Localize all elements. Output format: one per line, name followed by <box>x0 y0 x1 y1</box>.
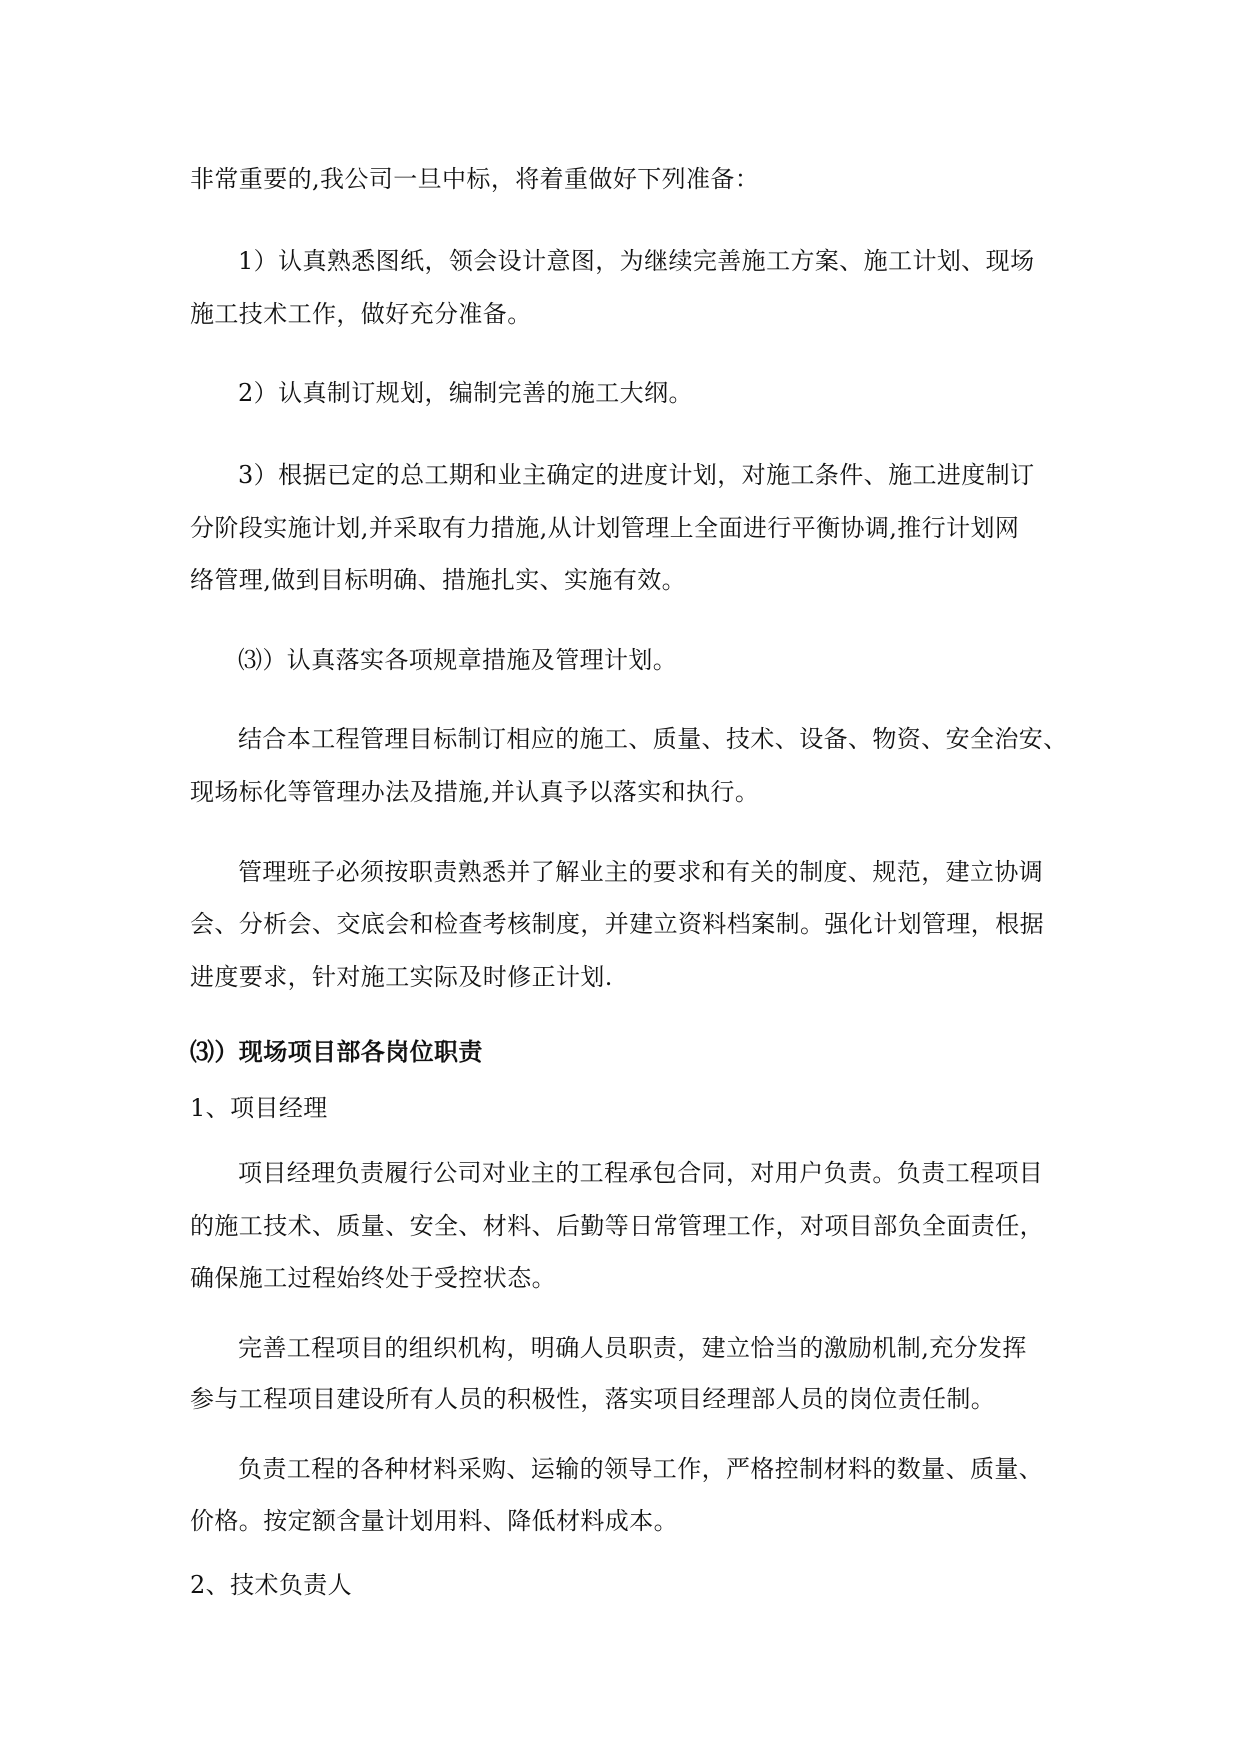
paragraph-line: 项目经理负责履行公司对业主的工程承包合同，对用户负责。负责工程项目 <box>238 1159 1044 1187</box>
section-heading: ⑶）现场项目部各岗位职责 <box>190 1037 483 1066</box>
paragraph-line: 的施工技术、质量、安全、材料、后勤等日常管理工作，对项目部负全面责任， <box>190 1212 1044 1240</box>
paragraph-line: 参与工程项目建设所有人员的积极性，落实项目经理部人员的岗位责任制。 <box>190 1385 996 1413</box>
paragraph-line: 确保施工过程始终处于受控状态。 <box>190 1264 556 1292</box>
paragraph-line: 2）认真制订规划，编制完善的施工大纲。 <box>238 379 693 407</box>
paragraph-line: 会、分析会、交底会和检查考核制度，并建立资料档案制。强化计划管理，根据 <box>190 910 1044 938</box>
paragraph-line: 现场标化等管理办法及措施,并认真予以落实和执行。 <box>190 778 760 806</box>
paragraph-line: 3）根据已定的总工期和业主确定的进度计划，对施工条件、施工进度制订 <box>238 461 1035 489</box>
paragraph-line: 非常重要的,我公司一旦中标，将着重做好下列准备： <box>190 165 760 193</box>
paragraph-line: 完善工程项目的组织机构，明确人员职责，建立恰当的激励机制,充分发挥 <box>238 1334 1027 1362</box>
subsection-heading: 2、技术负责人 <box>190 1571 353 1599</box>
paragraph-line: 1）认真熟悉图纸，领会设计意图，为继续完善施工方案、施工计划、现场 <box>238 247 1035 275</box>
paragraph-line: 进度要求，针对施工实际及时修正计划. <box>190 963 613 991</box>
paragraph-line: 施工技术工作，做好充分准备。 <box>190 300 532 328</box>
paragraph-line: 管理班子必须按职责熟悉并了解业主的要求和有关的制度、规范，建立协调 <box>238 858 1044 886</box>
paragraph-line: 分阶段实施计划,并采取有力措施,从计划管理上全面进行平衡协调,推行计划网 <box>190 514 1020 542</box>
paragraph-line: 结合本工程管理目标制订相应的施工、质量、技术、设备、物资、安全治安、 <box>238 725 1068 753</box>
subsection-heading: 1、项目经理 <box>190 1094 328 1122</box>
paragraph-line: 负责工程的各种材料采购、运输的领导工作，严格控制材料的数量、质量、 <box>238 1455 1044 1483</box>
paragraph-line: 络管理,做到目标明确、措施扎实、实施有效。 <box>190 566 687 594</box>
paragraph-line: ⑶）认真落实各项规章措施及管理计划。 <box>238 646 678 674</box>
paragraph-line: 价格。按定额含量计划用料、降低材料成本。 <box>190 1507 678 1535</box>
